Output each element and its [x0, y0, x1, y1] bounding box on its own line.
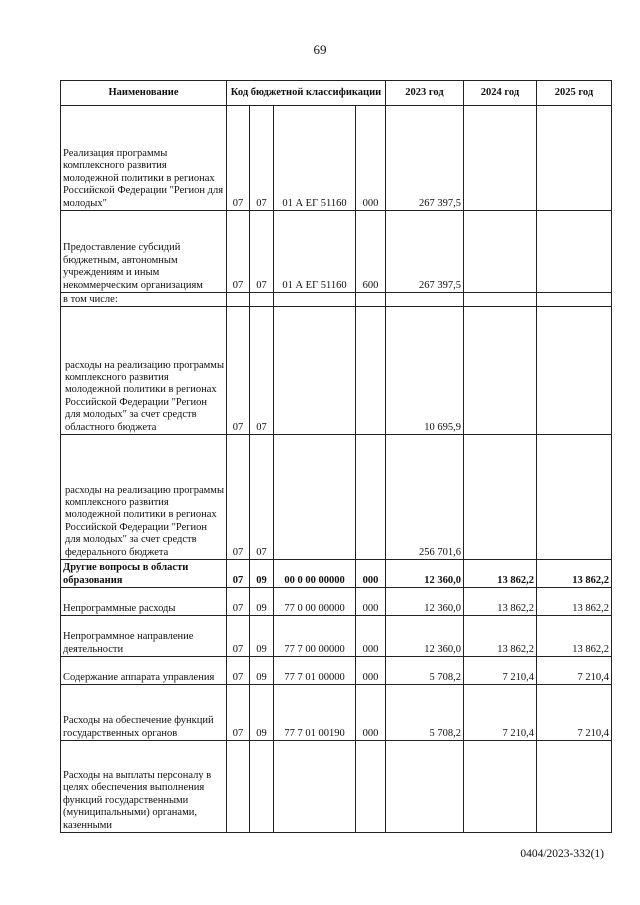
row-csr	[274, 435, 356, 560]
row-2025	[537, 106, 612, 211]
row-pr: 09	[250, 616, 274, 657]
row-2023: 267 397,5	[386, 211, 464, 293]
row-vr: 000	[356, 616, 386, 657]
row-pr: 07	[250, 211, 274, 293]
row-rz: 07	[227, 657, 250, 685]
row-rz	[227, 293, 250, 307]
row-vr	[356, 741, 386, 833]
row-name: в том числе:	[61, 293, 227, 307]
row-pr: 09	[250, 560, 274, 588]
row-vr: 000	[356, 588, 386, 616]
document-code: 0404/2023-332(1)	[520, 848, 604, 860]
row-vr: 000	[356, 657, 386, 685]
row-pr: 07	[250, 106, 274, 211]
row-2024: 13 862,2	[464, 616, 537, 657]
row-name: Расходы на выплаты персоналу в целях обеспечения выполнения функций государственными (муниципальными) органами, казенными	[61, 741, 227, 833]
row-rz: 07	[227, 616, 250, 657]
row-2024	[464, 211, 537, 293]
row-2023: 267 397,5	[386, 106, 464, 211]
table-row	[61, 657, 612, 685]
row-vr: 000	[356, 685, 386, 741]
row-name: расходы на реализацию программы комплексного развития молодежной политики в регионах Российской Федерации "Регион для молодых" за счет средств федерального бюджета	[61, 435, 227, 560]
row-2025: 13 862,2	[537, 560, 612, 588]
row-2024	[464, 741, 537, 833]
table-row	[61, 211, 612, 293]
row-2023: 12 360,0	[386, 560, 464, 588]
row-pr: 07	[250, 307, 274, 435]
row-csr: 77 7 01 00000	[274, 657, 356, 685]
header-name: Наименование	[61, 81, 227, 106]
row-pr: 09	[250, 657, 274, 685]
row-2024: 7 210,4	[464, 657, 537, 685]
table-row	[61, 685, 612, 741]
row-name: Предоставление субсидий бюджетным, автономным учреждениям и иным некоммерческим организациям	[61, 211, 227, 293]
row-name: Реализация программы комплексного развития молодежной политики в регионах Российской Федерации "Регион для молодых"	[61, 106, 227, 211]
row-2024	[464, 293, 537, 307]
row-rz: 07	[227, 685, 250, 741]
row-name: расходы на реализацию программы комплексного развития молодежной политики в регионах Российской Федерации "Регион для молодых" за счет средств областного бюджета	[61, 307, 227, 435]
row-rz: 07	[227, 211, 250, 293]
row-2023: 12 360,0	[386, 616, 464, 657]
table-row	[61, 560, 612, 588]
table-header-row	[61, 81, 612, 106]
row-name: Содержание аппарата управления	[61, 657, 227, 685]
row-vr: 000	[356, 560, 386, 588]
row-csr: 01 А ЕГ 51160	[274, 106, 356, 211]
row-vr	[356, 307, 386, 435]
row-csr: 77 7 01 00190	[274, 685, 356, 741]
row-2023: 10 695,9	[386, 307, 464, 435]
page-number: 69	[313, 42, 327, 57]
row-2025: 7 210,4	[537, 685, 612, 741]
row-2023: 5 708,2	[386, 657, 464, 685]
row-rz: 07	[227, 588, 250, 616]
row-2023	[386, 293, 464, 307]
table-row	[61, 616, 612, 657]
row-2024: 13 862,2	[464, 588, 537, 616]
row-csr: 01 А ЕГ 51160	[274, 211, 356, 293]
row-2025: 7 210,4	[537, 657, 612, 685]
row-csr: 77 7 00 00000	[274, 616, 356, 657]
row-pr: 07	[250, 435, 274, 560]
row-vr	[356, 435, 386, 560]
table-row	[61, 741, 612, 833]
row-rz	[227, 741, 250, 833]
row-vr	[356, 293, 386, 307]
row-name: Непрограммные расходы	[61, 588, 227, 616]
row-pr: 09	[250, 588, 274, 616]
budget-table	[60, 80, 612, 833]
row-name: Другие вопросы в области образования	[61, 560, 227, 588]
table-row	[61, 307, 612, 435]
row-rz: 07	[227, 560, 250, 588]
row-2024	[464, 106, 537, 211]
row-2023	[386, 741, 464, 833]
row-pr	[250, 741, 274, 833]
table-row	[61, 435, 612, 560]
row-vr: 600	[356, 211, 386, 293]
header-2025: 2025 год	[537, 81, 612, 106]
row-csr	[274, 293, 356, 307]
row-2025	[537, 741, 612, 833]
row-vr: 000	[356, 106, 386, 211]
table-row	[61, 106, 612, 211]
row-csr: 00 0 00 00000	[274, 560, 356, 588]
row-pr: 09	[250, 685, 274, 741]
row-pr	[250, 293, 274, 307]
row-2023: 256 701,6	[386, 435, 464, 560]
row-2024: 7 210,4	[464, 685, 537, 741]
row-csr	[274, 741, 356, 833]
row-rz: 07	[227, 435, 250, 560]
header-2024: 2024 год	[464, 81, 537, 106]
row-rz: 07	[227, 307, 250, 435]
row-2024	[464, 435, 537, 560]
row-2025	[537, 307, 612, 435]
row-rz: 07	[227, 106, 250, 211]
row-csr: 77 0 00 00000	[274, 588, 356, 616]
row-csr	[274, 307, 356, 435]
row-2023: 12 360,0	[386, 588, 464, 616]
row-name: Непрограммное направление деятельности	[61, 616, 227, 657]
row-2024	[464, 307, 537, 435]
row-2025	[537, 293, 612, 307]
row-2025	[537, 435, 612, 560]
header-2023: 2023 год	[386, 81, 464, 106]
row-2023: 5 708,2	[386, 685, 464, 741]
row-2025: 13 862,2	[537, 588, 612, 616]
row-name: Расходы на обеспечение функций государственных органов	[61, 685, 227, 741]
table-row	[61, 293, 612, 307]
table-row	[61, 588, 612, 616]
row-2025: 13 862,2	[537, 616, 612, 657]
row-2024: 13 862,2	[464, 560, 537, 588]
row-2025	[537, 211, 612, 293]
header-code: Код бюджетной классификации	[227, 81, 386, 106]
